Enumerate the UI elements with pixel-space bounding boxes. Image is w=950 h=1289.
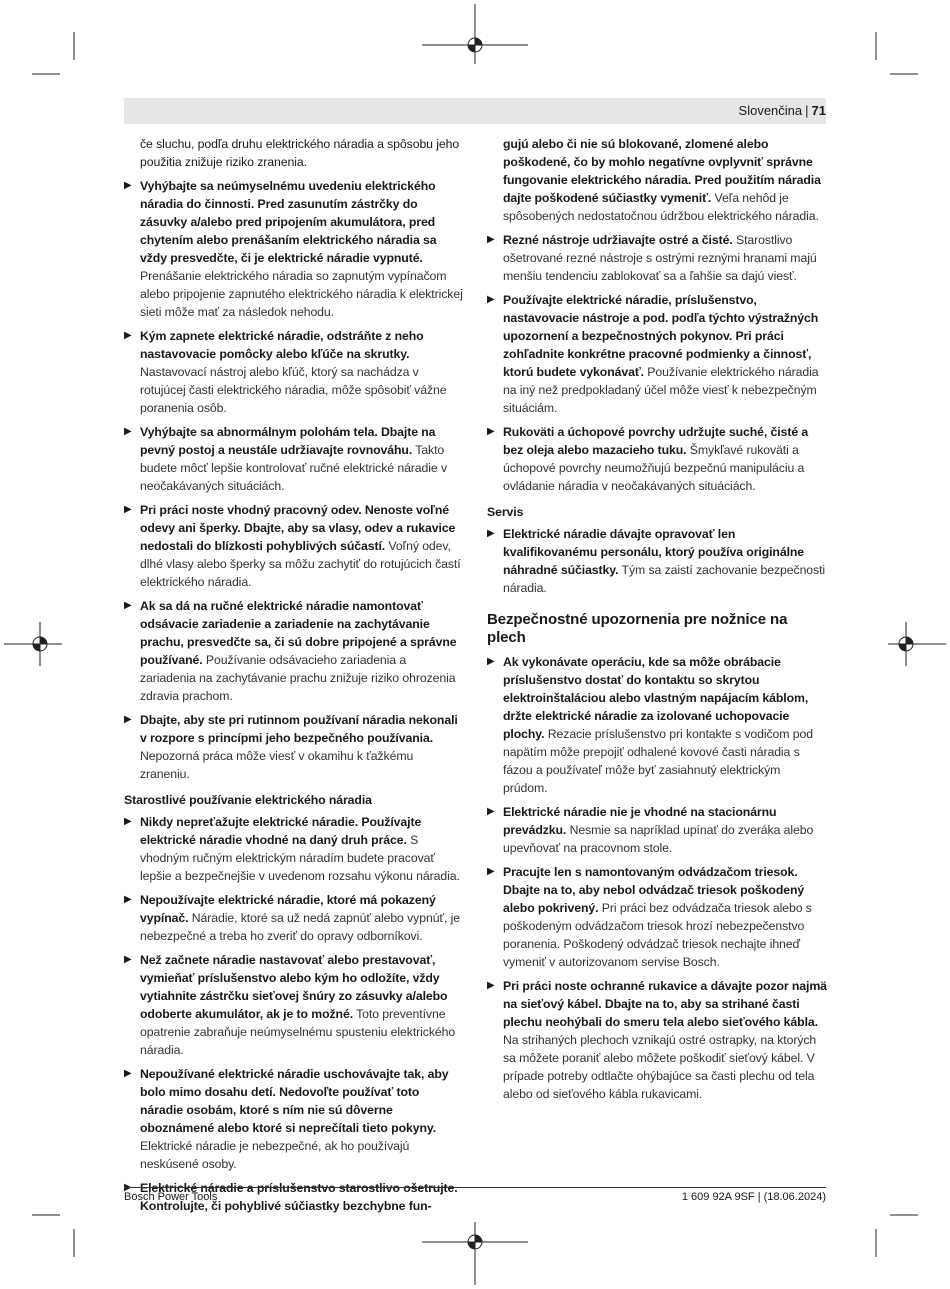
item-text: Nesmie sa napríklad upínať do zveráka alebo upevňovať na pracovnom stole. <box>503 823 814 855</box>
list-item <box>487 231 827 285</box>
bullet-arrow-icon: ▶ <box>124 894 132 905</box>
list-item <box>124 813 464 885</box>
left-column <box>124 135 464 1221</box>
bullet-arrow-icon: ▶ <box>487 866 495 877</box>
item-bold: Kým zapnete elektrické náradie, odstráňte z neho nastavovacie pomôcky alebo kľúče na skrutky. <box>140 329 424 361</box>
footer-brand: Bosch Power Tools <box>124 1191 218 1203</box>
footer-doc-id: 1 609 92A 9SF | (18.06.2024) <box>681 1191 826 1203</box>
item-text: Používanie elektrického náradia na iný než predpokladaný účel môže viesť k nebezpečným situáciám. <box>503 365 819 415</box>
bullet-arrow-icon: ▶ <box>487 426 495 437</box>
footer-rule <box>124 1187 826 1188</box>
item-bold: gujú alebo či nie sú blokované, zlomené alebo poškodené, čo by mohlo negatívne ovplyvniť správne fungovanie elektrického náradia. Pred použitím náradia dajte poškodené súčiastky vymeniť. <box>503 137 821 205</box>
bullet-arrow-icon: ▶ <box>487 234 495 245</box>
list-item <box>124 597 464 705</box>
list-item <box>487 291 827 417</box>
item-text: Používanie odsávacieho zariadenia a zariadenia na zachytávanie prachu znižuje riziko ohrozenia zdravia prachom. <box>140 653 456 703</box>
bullet-arrow-icon: ▶ <box>124 600 132 611</box>
bullet-arrow-icon: ▶ <box>487 980 495 991</box>
item-text: Veľa nehôd je spôsobených nedostatočnou údržbou elektrického náradia. <box>503 191 819 223</box>
section-heading: Bezpečnostné upozornenia pre nožnice na plech <box>487 611 788 646</box>
header-separator: | <box>805 103 809 118</box>
item-bold: Ak vykonávate operáciu, kde sa môže obrábacie príslušenstvo dostať do kontaktu so skrytou elektroinštaláciou alebo vlastným napájacím káblom, držte elektrické náradie za izolované uchopovacie plochy. <box>503 655 809 741</box>
item-bold: Pracujte len s namontovaným odvádzačom triesok. Dbajte na to, aby nebol odvádzač triesok poškodený alebo pokrivený. <box>503 865 805 915</box>
header-bar <box>124 98 826 124</box>
list-item <box>487 977 827 1103</box>
bullet-arrow-icon: ▶ <box>124 954 132 965</box>
item-bold: Rukoväti a úchopové povrchy udržujte suché, čisté a bez oleja alebo mazacieho tuku. <box>503 425 809 457</box>
list-item <box>487 863 827 971</box>
bullet-arrow-icon: ▶ <box>487 806 495 817</box>
list-item <box>124 711 464 783</box>
bullet-arrow-icon: ▶ <box>487 656 495 667</box>
item-bold: Rezné nástroje udržiavajte ostré a čisté. <box>503 233 733 247</box>
bullet-arrow-icon: ▶ <box>124 426 132 437</box>
bullet-arrow-icon: ▶ <box>124 1182 132 1193</box>
list-item <box>124 501 464 591</box>
item-text: Pri práci bez odvádzača triesok alebo s poškodeným odvádzačom triesok hrozí nebezpečenstvo poranenia. Poškodený odvádzač triesok nechajte ihneď vymeniť v autorizovanom servise Bosch. <box>503 901 812 969</box>
item-text: Prenášanie elektrického náradia so zapnutým vypínačom alebo pripojenie zapnutého elektrického náradia k elektrickej sieti môže mať za následok nehodu. <box>140 269 463 319</box>
page-number: 71 <box>811 103 826 118</box>
header-language: Slovenčina <box>738 103 803 118</box>
list-item <box>487 803 827 857</box>
list-item <box>124 891 464 945</box>
item-text: Starostlivo ošetrované rezné nástroje s ostrými reznými hranami majú menšiu tendenciu zablokovať sa a ľahšie sa dajú viesť. <box>503 233 817 283</box>
item-text: Takto budete môcť lepšie kontrolovať ručné elektrické náradie v neočakávaných situáciách. <box>140 443 448 493</box>
item-bold: Pri práci noste vhodný pracovný odev. Nenoste voľné odevy ani šperky. Dbajte, aby sa vlasy, odev a rukavice nedostali do blízkosti pohyblivých súčastí. <box>140 503 456 553</box>
item-text: Nastavovací nástroj alebo kľúč, ktorý sa nachádza v rotujúcej časti elektrického náradia, môže spôsobiť vážne poranenia osôb. <box>140 365 447 415</box>
continuation-item <box>487 135 827 225</box>
item-bold: Nepoužívané elektrické náradie uschovávajte tak, aby bolo mimo dosahu detí. Nedovoľte používať toto náradie osobám, ktoré s ním nie sú dôverne oboznámené alebo ktoré si neprečítali tieto pokyny. <box>140 1067 449 1135</box>
item-bold: Než začnete náradie nastavovať alebo prestavovať, vymieňať príslušenstvo alebo kým ho odložíte, vždy vytiahnite zástrčku sieťovej šnúry zo zásuvky a/alebo odoberte akumulátor, ak je to možné. <box>140 953 448 1021</box>
right-column <box>487 135 827 1109</box>
item-text: Šmykľavé rukoväti a úchopové povrchy neumožňujú bezpečnú manipuláciu a ovládanie náradia v neočakávaných situáciách. <box>503 443 805 493</box>
item-bold: Vyhýbajte sa abnormálnym polohám tela. Dbajte na pevný postoj a neustále udržiavajte rovnováhu. <box>140 425 436 457</box>
list-item <box>124 1065 464 1173</box>
item-text: Toto preventívne opatrenie zabraňuje neúmyselnému spusteniu elektrického náradia. <box>140 1007 456 1057</box>
item-text: Na strihaných plechoch vznikajú ostré ostrapky, na ktorých sa môžete poraniť alebo môžete poškodiť sieťový kábel. V prípade potreby odtlačte ohýbajúce sa časti plechu od tela alebo od sieťového kábla rukavicami. <box>503 1033 817 1101</box>
bullet-arrow-icon: ▶ <box>124 180 132 191</box>
item-text: Elektrické náradie je nebezpečné, ak ho používajú neskúsené osoby. <box>140 1139 410 1171</box>
subheading-servis: Servis <box>487 505 524 519</box>
continuation-text: če sluchu, podľa druhu elektrického náradia a spôsobu jeho použitia znižuje riziko zranenia. <box>140 137 460 169</box>
bullet-arrow-icon: ▶ <box>124 504 132 515</box>
item-bold: Ak sa dá na ručné elektrické náradie namontovať odsávacie zariadenie a zariadenie na zachytávanie prachu, presvedčte sa, či sú dobre pripojené a správne používané. <box>140 599 457 667</box>
subheading: Starostlivé používanie elektrického náradia <box>124 793 372 807</box>
item-text: Voľný odev, dlhé vlasy alebo šperky sa môžu zachytiť do rotujúcich častí elektrického náradia. <box>140 539 461 589</box>
item-bold: Používajte elektrické náradie, príslušenstvo, nastavovacie nástroje a pod. podľa týchto výstražných upozornení a bezpečnostných pokynov. Pri práci zohľadnite konkrétne pracovné podmienky a činnosť, ktorú budete vykonávať. <box>503 293 819 379</box>
item-text: S vhodným ručným elektrickým náradím budete pracovať lepšie a bezpečnejšie v uvedenom rozsahu výkonu náradia. <box>140 833 460 883</box>
item-bold: Nepoužívajte elektrické náradie, ktoré má pokazený vypínač. <box>140 893 436 925</box>
list-item <box>124 951 464 1059</box>
list-item <box>124 177 464 321</box>
list-item <box>487 653 827 797</box>
list-item <box>487 423 827 495</box>
bullet-arrow-icon: ▶ <box>124 816 132 827</box>
item-text: Nepozorná práca môže viesť v okamihu k ťažkému zraneniu. <box>140 749 414 781</box>
item-bold: Elektrické náradie nie je vhodné na stacionárnu prevádzku. <box>503 805 777 837</box>
list-item <box>124 423 464 495</box>
bullet-arrow-icon: ▶ <box>124 1068 132 1079</box>
item-text: Náradie, ktoré sa už nedá zapnúť alebo vypnúť, je nebezpečné a treba ho zveriť do opravy odborníkovi. <box>140 911 460 943</box>
list-item <box>124 327 464 417</box>
list-item <box>487 525 827 597</box>
item-bold: Vyhýbajte sa neúmyselnému uvedeniu elektrického náradia do činnosti. Pred zasunutím zástrčky do zásuvky a/alebo pred pripojením akumulátora, pred chytením alebo prenášaním elektrického náradia sa vždy presvedčte, či je elektrické náradie vypnuté. <box>140 179 437 265</box>
item-bold: Elektrické náradie dávajte opravovať len kvalifikovanému personálu, ktorý používa originálne náhradné súčiastky. <box>503 527 805 577</box>
page-header <box>739 103 826 118</box>
item-bold: Nikdy nepreťažujte elektrické náradie. Používajte elektrické náradie vhodné na daný druh práce. <box>140 815 422 847</box>
bullet-arrow-icon: ▶ <box>124 330 132 341</box>
item-bold: Elektrické náradie a príslušenstvo starostlivo ošetrujte. Kontrolujte, či pohyblivé súčiastky bezchybne fun- <box>140 1181 458 1213</box>
item-text: Tým sa zaistí zachovanie bezpečnosti náradia. <box>503 563 826 595</box>
bullet-arrow-icon: ▶ <box>487 528 495 539</box>
bullet-arrow-icon: ▶ <box>124 714 132 725</box>
item-text: Rezacie príslušenstvo pri kontakte s vodičom pod napätím môže prepojiť odhalené kovové časti náradia s fázou a používateľ môže byť zasiahnutý elektrickým prúdom. <box>503 727 813 795</box>
item-bold: Dbajte, aby ste pri rutinnom používaní náradia nekonali v rozpore s princípmi jeho bezpečného používania. <box>140 713 458 745</box>
bullet-arrow-icon: ▶ <box>487 294 495 305</box>
item-bold: Pri práci noste ochranné rukavice a dávajte pozor najmä na sieťový kábel. Dbajte na to, aby sa strihané časti plechu neohýbali do smeru tela alebo sieťového kábla. <box>503 979 827 1029</box>
